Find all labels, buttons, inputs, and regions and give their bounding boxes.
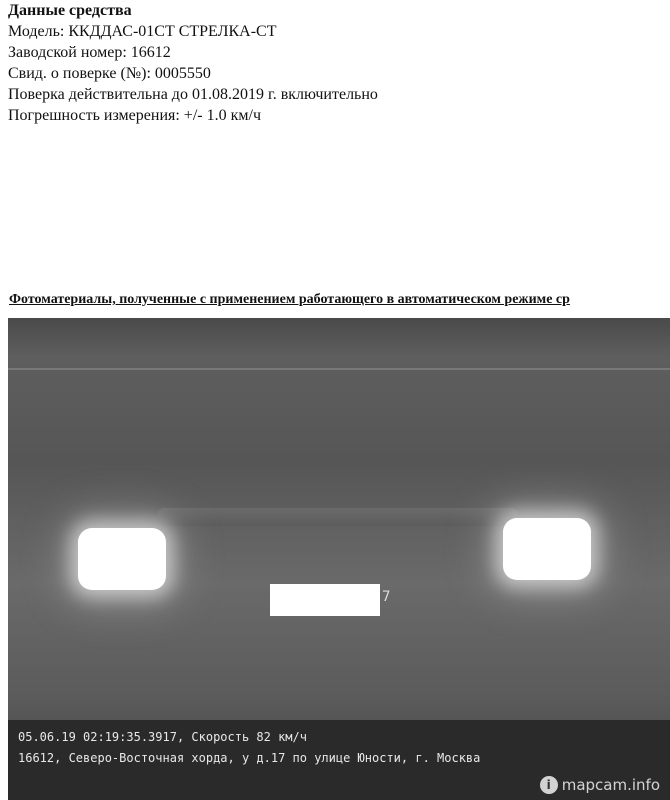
violation-photo xyxy=(8,318,670,800)
right-headlight xyxy=(503,518,591,580)
device-certificate: Свид. о поверке (№): 0005550 xyxy=(8,65,211,82)
device-serial: Заводской номер: 16612 xyxy=(8,44,171,61)
photo-section-title: Фотоматериалы, полученные с применением работающего в автоматическом режиме ср xyxy=(9,292,570,307)
caption-timestamp-speed: 05.06.19 02:19:35.3917, Скорость 82 км/ч xyxy=(18,730,307,744)
device-data-block xyxy=(8,0,458,126)
caption-location: 16612, Северо-Восточная хорда, у д.17 по улице Юности, г. Москва xyxy=(18,751,481,765)
device-validity: Поверка действительна до 01.08.2019 г. включительно xyxy=(8,86,378,103)
device-model: Модель: ККДДАС-01СТ СТРЕЛКА-СТ xyxy=(8,23,277,40)
watermark xyxy=(540,776,660,794)
left-headlight xyxy=(78,528,166,590)
device-accuracy: Погрешность измерения: +/- 1.0 км/ч xyxy=(8,107,261,124)
vehicle-grill xyxy=(158,508,518,526)
photo-caption xyxy=(8,720,670,800)
plate-suffix: 7 xyxy=(382,589,391,605)
watermark-text: mapcam.info xyxy=(561,776,660,794)
info-icon: i xyxy=(540,776,558,794)
redacted-license-plate xyxy=(270,584,380,616)
photo-scan-stripe xyxy=(8,368,670,370)
device-heading: Данные средства xyxy=(8,2,132,19)
